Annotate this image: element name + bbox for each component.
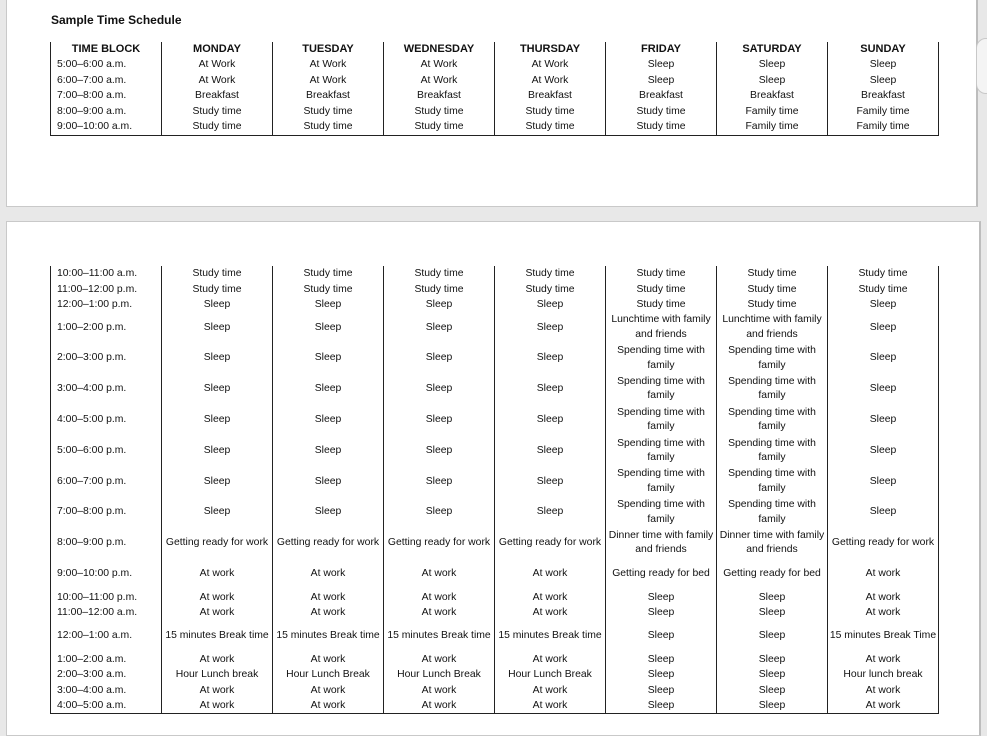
schedule-cell: Sleep	[162, 466, 273, 497]
time-block-cell: 12:00–1:00 p.m.	[51, 297, 162, 313]
table-row	[51, 698, 939, 714]
schedule-cell: At work	[495, 605, 606, 621]
schedule-cell: Sleep	[273, 497, 384, 528]
schedule-cell: Study time	[384, 119, 495, 135]
table-row	[51, 559, 939, 590]
schedule-body-bottom	[51, 266, 939, 714]
schedule-cell: Study time	[495, 266, 606, 282]
time-block-cell: 11:00–12:00 a.m.	[51, 605, 162, 621]
schedule-cell: At work	[162, 651, 273, 667]
schedule-cell: Study time	[495, 119, 606, 135]
table-row	[51, 282, 939, 298]
schedule-cell: Spending time with family	[606, 405, 717, 436]
schedule-cell: Sleep	[162, 497, 273, 528]
schedule-cell: Study time	[162, 282, 273, 298]
schedule-cell: Sleep	[495, 436, 606, 467]
schedule-cell: Sleep	[384, 466, 495, 497]
schedule-cell: Hour lunch break	[828, 667, 939, 683]
schedule-table-top	[50, 42, 939, 136]
schedule-cell: Sleep	[717, 605, 828, 621]
schedule-cell: Dinner time with family and friends	[606, 528, 717, 559]
schedule-cell: Sleep	[273, 405, 384, 436]
schedule-body-top	[51, 57, 939, 135]
schedule-cell: Sleep	[717, 57, 828, 73]
schedule-cell: Study time	[828, 266, 939, 282]
schedule-cell: Sleep	[384, 374, 495, 405]
schedule-cell: At Work	[495, 73, 606, 89]
schedule-cell: Breakfast	[162, 88, 273, 104]
schedule-cell: At Work	[162, 73, 273, 89]
time-block-cell: 5:00–6:00 p.m.	[51, 436, 162, 467]
table-row	[51, 497, 939, 528]
schedule-cell: Family time	[717, 119, 828, 135]
table-row	[51, 605, 939, 621]
time-block-cell: 11:00–12:00 p.m.	[51, 282, 162, 298]
schedule-cell: Sleep	[384, 313, 495, 344]
time-block-cell: 12:00–1:00 a.m.	[51, 621, 162, 652]
schedule-cell: Spending time with family	[717, 405, 828, 436]
schedule-cell: Sleep	[495, 466, 606, 497]
schedule-cell: At work	[273, 590, 384, 606]
schedule-cell: Sleep	[717, 651, 828, 667]
schedule-cell: Dinner time with family and friends	[717, 528, 828, 559]
schedule-cell: Sleep	[273, 436, 384, 467]
schedule-cell: At Work	[384, 57, 495, 73]
schedule-cell: Sleep	[273, 466, 384, 497]
header-time-block: TIME BLOCK	[51, 42, 162, 57]
schedule-cell: Study time	[717, 266, 828, 282]
schedule-cell: Sleep	[828, 313, 939, 344]
schedule-cell: Sleep	[495, 343, 606, 374]
schedule-cell: At Work	[495, 57, 606, 73]
schedule-cell: At work	[162, 698, 273, 714]
header-thursday: THURSDAY	[495, 42, 606, 57]
schedule-cell: At work	[828, 605, 939, 621]
schedule-cell: Study time	[717, 282, 828, 298]
schedule-cell: Spending time with family	[717, 374, 828, 405]
schedule-cell: At Work	[273, 57, 384, 73]
schedule-cell: Breakfast	[828, 88, 939, 104]
schedule-cell: At work	[384, 698, 495, 714]
table-row	[51, 374, 939, 405]
schedule-cell: Sleep	[273, 313, 384, 344]
schedule-cell: At work	[495, 698, 606, 714]
table-row	[51, 73, 939, 89]
schedule-cell: Study time	[606, 104, 717, 120]
schedule-cell: 15 minutes Break time	[384, 621, 495, 652]
schedule-cell: At Work	[273, 73, 384, 89]
schedule-cell: At work	[384, 605, 495, 621]
schedule-cell: Sleep	[606, 73, 717, 89]
schedule-cell: Study time	[273, 266, 384, 282]
schedule-cell: Study time	[828, 282, 939, 298]
table-row	[51, 682, 939, 698]
schedule-cell: Study time	[495, 104, 606, 120]
schedule-cell: 15 minutes Break time	[273, 621, 384, 652]
page-title: Sample Time Schedule	[51, 13, 182, 27]
schedule-cell: Getting ready for work	[273, 528, 384, 559]
schedule-cell: Sleep	[717, 682, 828, 698]
schedule-cell: Sleep	[384, 297, 495, 313]
schedule-cell: Sleep	[606, 57, 717, 73]
schedule-cell: Sleep	[828, 466, 939, 497]
schedule-cell: At Work	[384, 73, 495, 89]
schedule-table-bottom	[50, 266, 939, 714]
schedule-cell: Study time	[273, 119, 384, 135]
schedule-cell: At work	[828, 698, 939, 714]
table-row	[51, 88, 939, 104]
table-row	[51, 119, 939, 135]
schedule-cell: Breakfast	[606, 88, 717, 104]
scroll-edge-handle[interactable]	[976, 38, 987, 94]
schedule-cell: Sleep	[384, 343, 495, 374]
schedule-cell: At work	[162, 605, 273, 621]
schedule-cell: Sleep	[495, 497, 606, 528]
schedule-cell: Spending time with family	[606, 374, 717, 405]
schedule-cell: Sleep	[273, 297, 384, 313]
schedule-cell: At work	[273, 605, 384, 621]
time-block-cell: 9:00–10:00 a.m.	[51, 119, 162, 135]
time-block-cell: 5:00–6:00 a.m.	[51, 57, 162, 73]
schedule-cell: At work	[384, 559, 495, 590]
schedule-cell: At work	[828, 651, 939, 667]
table-row	[51, 590, 939, 606]
table-row	[51, 667, 939, 683]
schedule-cell: Sleep	[162, 405, 273, 436]
schedule-cell: Getting ready for work	[162, 528, 273, 559]
schedule-cell: Sleep	[162, 374, 273, 405]
header-sunday: SUNDAY	[828, 42, 939, 57]
time-block-cell: 4:00–5:00 a.m.	[51, 698, 162, 714]
schedule-cell: Sleep	[717, 698, 828, 714]
schedule-cell: Study time	[606, 282, 717, 298]
header-saturday: SATURDAY	[717, 42, 828, 57]
time-block-cell: 8:00–9:00 p.m.	[51, 528, 162, 559]
schedule-cell: Sleep	[495, 297, 606, 313]
schedule-cell: At work	[495, 590, 606, 606]
table-row	[51, 57, 939, 73]
schedule-cell: Spending time with family	[717, 343, 828, 374]
schedule-cell: At work	[828, 559, 939, 590]
schedule-cell: Spending time with family	[717, 466, 828, 497]
table-row	[51, 621, 939, 652]
time-block-cell: 9:00–10:00 p.m.	[51, 559, 162, 590]
schedule-cell: Getting ready for bed	[606, 559, 717, 590]
schedule-cell: Sleep	[828, 297, 939, 313]
schedule-cell: At work	[273, 698, 384, 714]
table-row	[51, 528, 939, 559]
schedule-cell: Sleep	[162, 313, 273, 344]
header-wednesday: WEDNESDAY	[384, 42, 495, 57]
schedule-cell: Study time	[495, 282, 606, 298]
schedule-cell: 15 minutes Break time	[162, 621, 273, 652]
document-page-2	[6, 221, 981, 736]
time-block-cell: 6:00–7:00 p.m.	[51, 466, 162, 497]
schedule-cell: Sleep	[273, 343, 384, 374]
schedule-cell: Getting ready for work	[495, 528, 606, 559]
schedule-cell: Lunchtime with family and friends	[717, 313, 828, 344]
schedule-cell: Breakfast	[717, 88, 828, 104]
schedule-cell: Sleep	[495, 374, 606, 405]
schedule-cell: Spending time with family	[606, 436, 717, 467]
schedule-cell: Sleep	[606, 651, 717, 667]
schedule-cell: Getting ready for bed	[717, 559, 828, 590]
schedule-cell: Study time	[384, 104, 495, 120]
schedule-cell: Sleep	[606, 590, 717, 606]
schedule-cell: Study time	[273, 104, 384, 120]
schedule-cell: Getting ready for work	[384, 528, 495, 559]
schedule-cell: Study time	[273, 282, 384, 298]
table-row	[51, 343, 939, 374]
time-block-cell: 7:00–8:00 a.m.	[51, 88, 162, 104]
schedule-cell: Family time	[717, 104, 828, 120]
table-row	[51, 104, 939, 120]
table-row	[51, 297, 939, 313]
time-block-cell: 10:00–11:00 a.m.	[51, 266, 162, 282]
schedule-cell: Getting ready for work	[828, 528, 939, 559]
time-block-cell: 3:00–4:00 a.m.	[51, 682, 162, 698]
schedule-cell: Family time	[828, 119, 939, 135]
schedule-cell: At work	[384, 651, 495, 667]
schedule-cell: At work	[162, 682, 273, 698]
schedule-cell: At work	[162, 559, 273, 590]
schedule-cell: Study time	[162, 104, 273, 120]
schedule-cell: At work	[828, 590, 939, 606]
schedule-cell: At work	[384, 682, 495, 698]
schedule-cell: Sleep	[384, 436, 495, 467]
schedule-cell: Hour Lunch break	[162, 667, 273, 683]
schedule-cell: Sleep	[828, 343, 939, 374]
schedule-cell: Sleep	[384, 497, 495, 528]
schedule-cell: Sleep	[828, 374, 939, 405]
schedule-cell: Sleep	[828, 497, 939, 528]
schedule-cell: Spending time with family	[606, 466, 717, 497]
schedule-cell: At work	[495, 682, 606, 698]
table-row	[51, 651, 939, 667]
schedule-cell: Study time	[384, 266, 495, 282]
schedule-cell: At work	[273, 651, 384, 667]
schedule-cell: Breakfast	[495, 88, 606, 104]
header-friday: FRIDAY	[606, 42, 717, 57]
schedule-cell: Spending time with family	[606, 497, 717, 528]
schedule-cell: Study time	[606, 297, 717, 313]
schedule-cell: Hour Lunch Break	[273, 667, 384, 683]
table-row	[51, 313, 939, 344]
schedule-cell: Sleep	[606, 605, 717, 621]
schedule-cell: Family time	[828, 104, 939, 120]
schedule-cell: Study time	[162, 119, 273, 135]
schedule-cell: Spending time with family	[717, 436, 828, 467]
schedule-cell: At work	[828, 682, 939, 698]
schedule-cell: Sleep	[495, 405, 606, 436]
schedule-cell: Sleep	[606, 698, 717, 714]
schedule-cell: Sleep	[606, 621, 717, 652]
schedule-cell: Hour Lunch Break	[384, 667, 495, 683]
header-tuesday: TUESDAY	[273, 42, 384, 57]
schedule-cell: Study time	[717, 297, 828, 313]
time-block-cell: 2:00–3:00 p.m.	[51, 343, 162, 374]
time-block-cell: 1:00–2:00 a.m.	[51, 651, 162, 667]
schedule-cell: At work	[273, 682, 384, 698]
schedule-cell: Sleep	[717, 73, 828, 89]
schedule-cell: Spending time with family	[606, 343, 717, 374]
schedule-cell: Study time	[162, 266, 273, 282]
header-monday: MONDAY	[162, 42, 273, 57]
time-block-cell: 7:00–8:00 p.m.	[51, 497, 162, 528]
schedule-cell: Sleep	[717, 621, 828, 652]
time-block-cell: 6:00–7:00 a.m.	[51, 73, 162, 89]
schedule-cell: Spending time with family	[717, 497, 828, 528]
schedule-cell: Sleep	[162, 436, 273, 467]
schedule-cell: Sleep	[828, 57, 939, 73]
schedule-cell: Breakfast	[384, 88, 495, 104]
table-row	[51, 436, 939, 467]
schedule-cell: Sleep	[495, 313, 606, 344]
time-block-cell: 10:00–11:00 p.m.	[51, 590, 162, 606]
schedule-cell: Sleep	[606, 682, 717, 698]
schedule-cell: Breakfast	[273, 88, 384, 104]
schedule-cell: Sleep	[717, 667, 828, 683]
schedule-cell: Hour Lunch Break	[495, 667, 606, 683]
schedule-cell: At work	[495, 651, 606, 667]
schedule-cell: At work	[273, 559, 384, 590]
schedule-cell: Sleep	[162, 343, 273, 374]
schedule-cell: Study time	[384, 282, 495, 298]
schedule-cell: Sleep	[606, 667, 717, 683]
schedule-cell: Study time	[606, 119, 717, 135]
schedule-cell: Sleep	[828, 73, 939, 89]
schedule-cell: At work	[162, 590, 273, 606]
schedule-cell: Sleep	[273, 374, 384, 405]
time-block-cell: 4:00–5:00 p.m.	[51, 405, 162, 436]
schedule-cell: Sleep	[384, 405, 495, 436]
schedule-cell: Sleep	[162, 297, 273, 313]
schedule-cell: At work	[384, 590, 495, 606]
schedule-cell: Lunchtime with family and friends	[606, 313, 717, 344]
table-row	[51, 466, 939, 497]
schedule-cell: Sleep	[828, 436, 939, 467]
table-row	[51, 405, 939, 436]
schedule-cell: At work	[495, 559, 606, 590]
schedule-cell: 15 minutes Break time	[495, 621, 606, 652]
schedule-cell: Sleep	[717, 590, 828, 606]
schedule-cell: At Work	[162, 57, 273, 73]
header-row	[51, 42, 939, 57]
time-block-cell: 8:00–9:00 a.m.	[51, 104, 162, 120]
document-page-1	[6, 0, 978, 207]
schedule-cell: Sleep	[828, 405, 939, 436]
time-block-cell: 1:00–2:00 p.m.	[51, 313, 162, 344]
time-block-cell: 2:00–3:00 a.m.	[51, 667, 162, 683]
schedule-cell: 15 minutes Break Time	[828, 621, 939, 652]
schedule-cell: Study time	[606, 266, 717, 282]
table-row	[51, 266, 939, 282]
time-block-cell: 3:00–4:00 p.m.	[51, 374, 162, 405]
